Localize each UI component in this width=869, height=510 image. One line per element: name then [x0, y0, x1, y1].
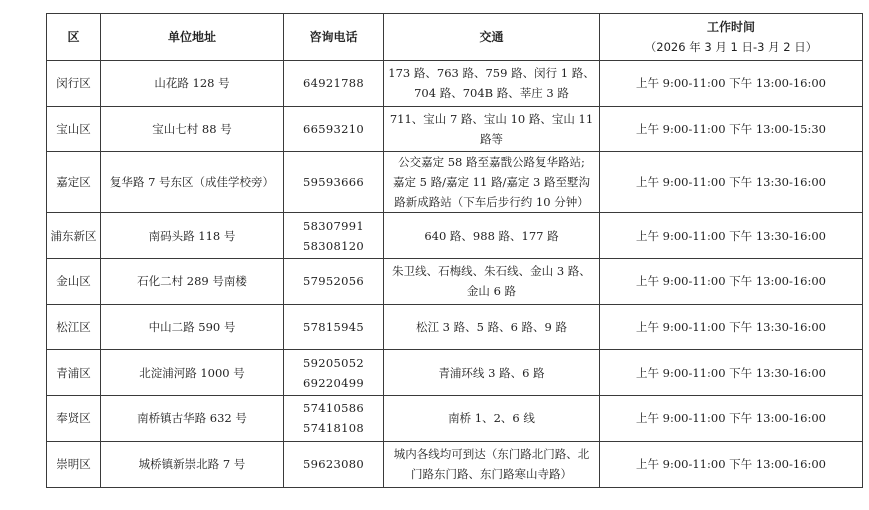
hours-cell: 上午 9:00-11:00 下午 13:00-16:00	[600, 61, 863, 107]
transport-line: 173 路、763 路、759 路、闵行 1 路、	[388, 66, 595, 81]
transport-cell	[384, 106, 600, 152]
address-cell: 石化二村 289 号南楼	[101, 259, 284, 305]
address-cell: 南码头路 118 号	[101, 213, 284, 259]
phone-cell	[284, 441, 384, 487]
transport-line: 704 路、704B 路、莘庄 3 路	[414, 86, 569, 101]
transport-line: 朱卫线、石梅线、朱石线、金山 3 路、	[392, 264, 591, 279]
transport-line: 640 路、988 路、177 路	[424, 228, 559, 243]
hours-cell: 上午 9:00-11:00 下午 13:30-16:00	[600, 350, 863, 396]
phone-number: 57418108	[303, 421, 364, 436]
transport-cell	[384, 213, 600, 259]
transport-line: 松江 3 路、5 路、6 路、9 路	[415, 320, 568, 335]
transport-line: 公交嘉定 58 路至嘉戬公路复华路站;	[398, 155, 585, 170]
hours-cell: 上午 9:00-11:00 下午 13:30-16:00	[600, 152, 863, 213]
district-cell: 青浦区	[47, 350, 101, 396]
transport-cell	[384, 350, 600, 396]
address-cell: 城桥镇新崇北路 7 号	[101, 441, 284, 487]
transport-cell	[384, 441, 600, 487]
transport-cell	[384, 304, 600, 350]
table-row	[47, 396, 863, 442]
transport-line: 嘉定 5 路/嘉定 11 路/嘉定 3 路至墅沟	[393, 175, 590, 190]
transport-line: 711、宝山 7 路、宝山 10 路、宝山 11	[389, 112, 594, 127]
table-row	[47, 304, 863, 350]
transport-cell	[384, 396, 600, 442]
address-cell: 复华路 7 号东区（成佳学校旁）	[101, 152, 284, 213]
phone-cell	[284, 259, 384, 305]
phone-cell	[284, 304, 384, 350]
phone-cell	[284, 396, 384, 442]
address-cell: 中山二路 590 号	[101, 304, 284, 350]
header-hours	[600, 14, 863, 61]
district-cell: 金山区	[47, 259, 101, 305]
header-hours-title: 工作时间	[706, 20, 755, 34]
address-cell: 宝山七村 88 号	[101, 106, 284, 152]
phone-number: 57410586	[303, 401, 364, 416]
phone-cell	[284, 350, 384, 396]
address-cell: 北淀浦河路 1000 号	[101, 350, 284, 396]
phone-number: 58307991	[303, 218, 364, 233]
hours-cell: 上午 9:00-11:00 下午 13:30-16:00	[600, 304, 863, 350]
table-row	[47, 61, 863, 107]
table-row	[47, 350, 863, 396]
address-cell: 山花路 128 号	[101, 61, 284, 107]
hours-cell: 上午 9:00-11:00 下午 13:00-16:00	[600, 396, 863, 442]
header-row	[47, 14, 863, 61]
phone-number: 57952056	[303, 274, 364, 289]
hours-cell: 上午 9:00-11:00 下午 13:00-15:30	[600, 106, 863, 152]
transport-line: 城内各线均可到达（东门路北门路、北	[393, 447, 590, 462]
transport-line: 门路东门路、东门路寒山寺路）	[411, 467, 572, 482]
district-cell: 闵行区	[47, 61, 101, 107]
transport-line: 南桥 1、2、6 线	[448, 411, 535, 426]
table-row	[47, 106, 863, 152]
address-cell: 南桥镇古华路 632 号	[101, 396, 284, 442]
phone-cell	[284, 106, 384, 152]
phone-number: 59623080	[303, 457, 364, 472]
header-district: 区	[47, 14, 101, 61]
transport-line: 青浦环线 3 路、6 路	[438, 365, 545, 380]
phone-number: 58308120	[303, 238, 364, 253]
table-row	[47, 213, 863, 259]
hours-cell: 上午 9:00-11:00 下午 13:00-16:00	[600, 259, 863, 305]
transport-cell	[384, 61, 600, 107]
phone-number: 69220499	[303, 375, 364, 390]
transport-cell	[384, 152, 600, 213]
phone-cell	[284, 152, 384, 213]
district-cell: 松江区	[47, 304, 101, 350]
district-cell: 宝山区	[47, 106, 101, 152]
transport-line: 路等	[480, 132, 503, 147]
phone-number: 64921788	[303, 76, 364, 91]
district-cell: 奉贤区	[47, 396, 101, 442]
header-hours-subtitle: （2026 年 3 月 1 日-3 月 2 日）	[644, 40, 818, 54]
header-transport: 交通	[384, 14, 600, 61]
table-row	[47, 259, 863, 305]
phone-number: 57815945	[303, 320, 364, 335]
district-cell: 嘉定区	[47, 152, 101, 213]
phone-number: 59593666	[303, 175, 364, 190]
transport-line: 金山 6 路	[466, 284, 517, 299]
phone-number: 59205052	[303, 355, 364, 370]
header-phone: 咨询电话	[284, 14, 384, 61]
transport-cell	[384, 259, 600, 305]
district-cell: 崇明区	[47, 441, 101, 487]
phone-cell	[284, 213, 384, 259]
phone-number: 66593210	[303, 122, 364, 137]
hours-cell: 上午 9:00-11:00 下午 13:30-16:00	[600, 213, 863, 259]
district-cell: 浦东新区	[47, 213, 101, 259]
header-address: 单位地址	[101, 14, 284, 61]
hours-cell: 上午 9:00-11:00 下午 13:00-16:00	[600, 441, 863, 487]
phone-cell	[284, 61, 384, 107]
service-locations-table	[46, 13, 863, 488]
table-row	[47, 441, 863, 487]
table-body	[47, 61, 863, 488]
table-row	[47, 152, 863, 213]
transport-line: 路新成路站（下车后步行约 10 分钟）	[394, 195, 589, 210]
